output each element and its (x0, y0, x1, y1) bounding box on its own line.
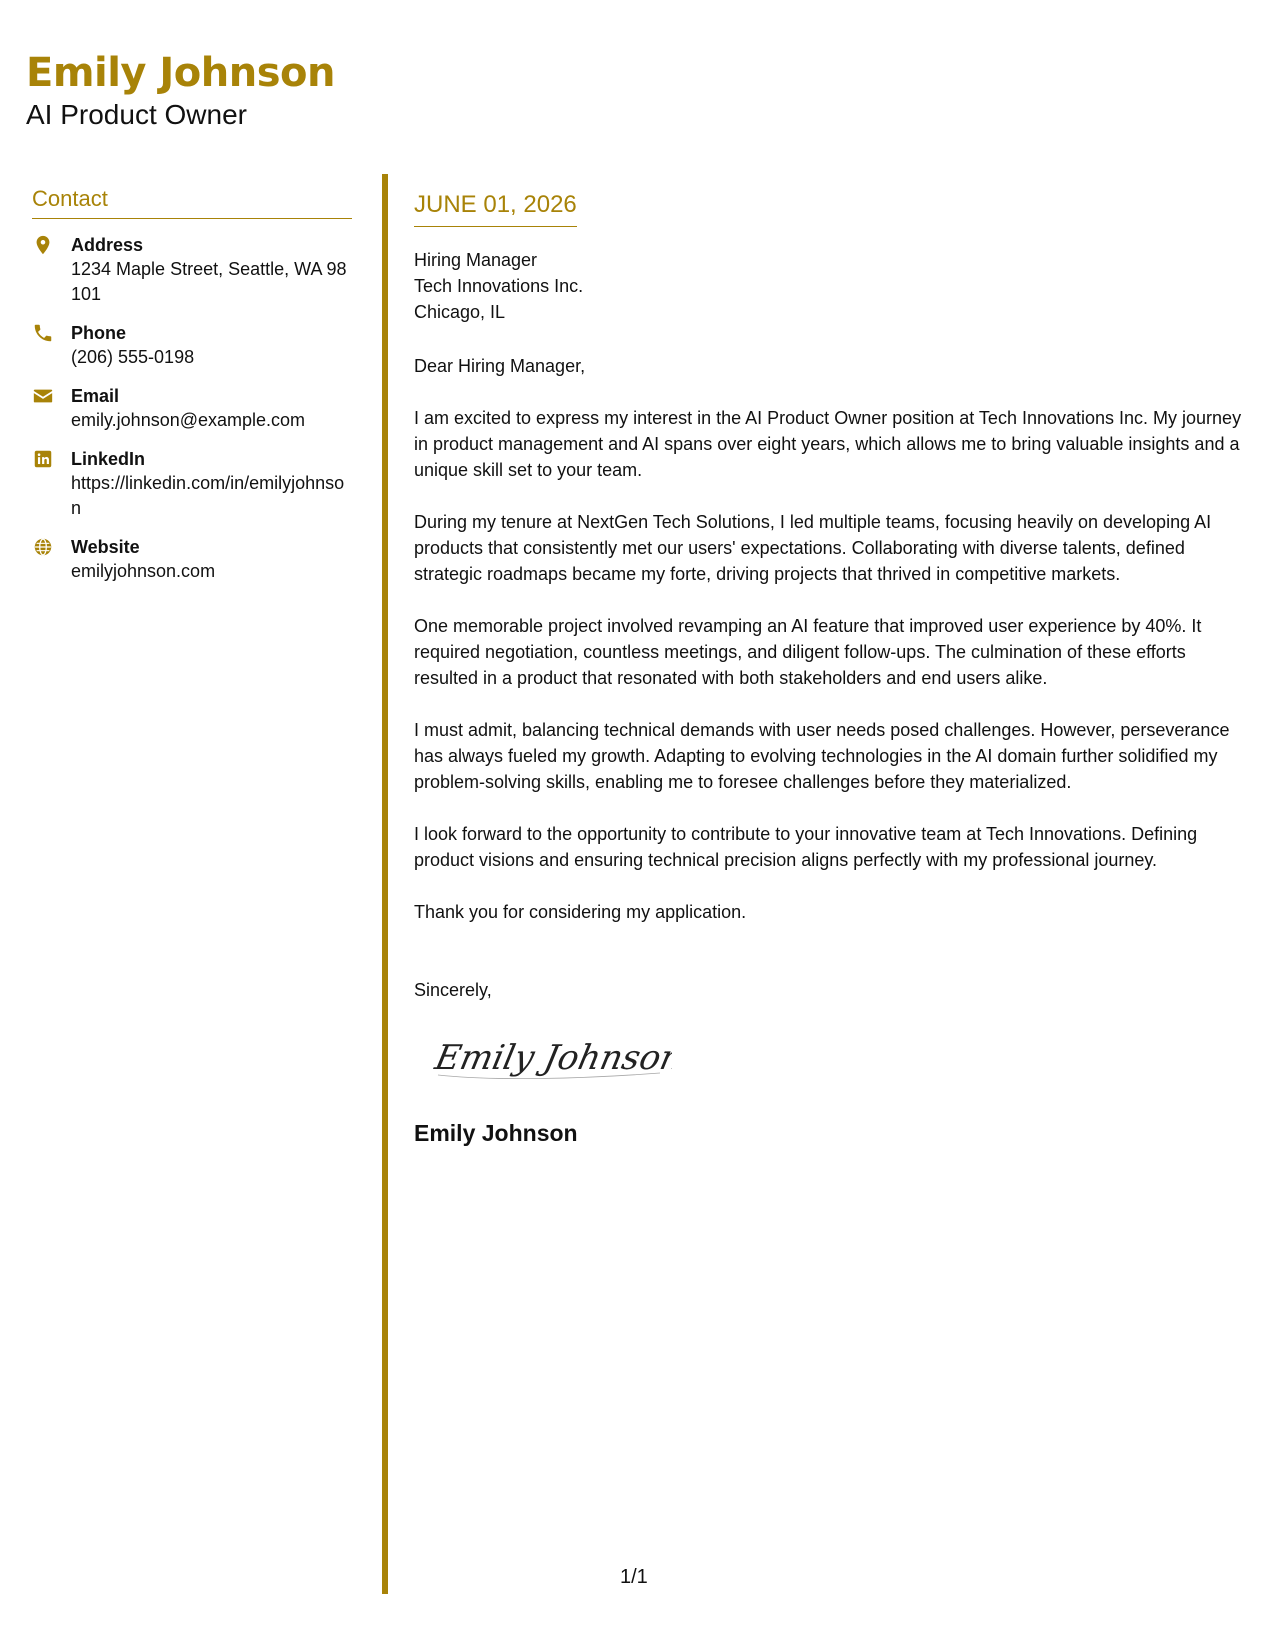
body-paragraph: One memorable project involved revamping an AI feature that improved user experience by 40%. It required negotiation, countless meetings, and diligent follow-ups. The culmination of these efforts resulted in a product that resonated with both stakeholders and end users alike. (414, 616, 1202, 688)
contact-item-website (32, 535, 352, 584)
closing: Sincerely, (414, 980, 492, 1000)
body-paragraph: Thank you for considering my application. (414, 902, 747, 922)
body-paragraph: I look forward to the opportunity to contribute to your innovative team at Tech Innovations. Defining product visions and ensuring technical precision aligns perfectly with my professional journey. (414, 824, 1198, 870)
signature-text: Emily Johnson (432, 1038, 672, 1078)
handwritten-signature (432, 1029, 672, 1089)
letter-body (414, 190, 1244, 1148)
contact-sidebar (32, 186, 352, 598)
contact-section-title: Contact (32, 186, 352, 219)
contact-item-address (32, 233, 352, 307)
contact-label: LinkedIn (71, 449, 146, 469)
recipient-line: Hiring Manager (414, 250, 538, 270)
contact-label: Address (71, 235, 144, 255)
recipient-block (414, 247, 1244, 325)
recipient-line: Tech Innovations Inc. (414, 276, 584, 296)
envelope-icon (32, 385, 54, 407)
contact-item-linkedin (32, 447, 352, 521)
page-number: 1/1 (620, 1566, 648, 1588)
contact-value[interactable]: https://linkedin.com/in/emilyjohnson (71, 473, 345, 518)
contact-item-email (32, 384, 352, 433)
letter-date: JUNE 01, 2026 (414, 190, 577, 227)
recipient-line: Chicago, IL (414, 302, 506, 322)
letter-header (26, 48, 335, 132)
contact-label: Email (71, 386, 120, 406)
applicant-name: Emily Johnson (26, 50, 336, 96)
contact-value: emily.johnson@example.com (71, 410, 306, 430)
body-paragraph: During my tenure at NextGen Tech Solutions, I led multiple teams, focusing heavily on developing AI products that consistently met our users' expectations. Collaborating with diverse talents, defined strategic roadmaps became my forte, driving projects that thrived in competitive markets. (414, 512, 1212, 584)
contact-value: (206) 555-0198 (71, 347, 195, 367)
linkedin-icon (32, 448, 54, 470)
map-pin-icon (32, 234, 54, 256)
globe-icon (32, 536, 54, 558)
phone-icon (32, 322, 54, 344)
contact-value[interactable]: emilyjohnson.com (71, 561, 216, 581)
vertical-divider (382, 174, 388, 1594)
applicant-role: AI Product Owner (26, 99, 247, 130)
signed-name: Emily Johnson (414, 1120, 578, 1146)
contact-value: 1234 Maple Street, Seattle, WA 98101 (71, 259, 347, 304)
contact-label: Website (71, 537, 140, 557)
body-paragraph: I must admit, balancing technical demands with user needs posed challenges. However, perseverance has always fueled my growth. Adapting to evolving technologies in the AI domain further solidified my problem-solving skills, enabling me to foresee challenges before they materialized. (414, 720, 1230, 792)
contact-item-phone (32, 321, 352, 370)
salutation: Dear Hiring Manager, (414, 356, 586, 376)
contact-label: Phone (71, 323, 127, 343)
body-paragraph: I am excited to express my interest in the AI Product Owner position at Tech Innovations Inc. My journey in product management and AI spans over eight years, which allows me to bring valuable insights and a unique skill set to your team. (414, 408, 1242, 480)
